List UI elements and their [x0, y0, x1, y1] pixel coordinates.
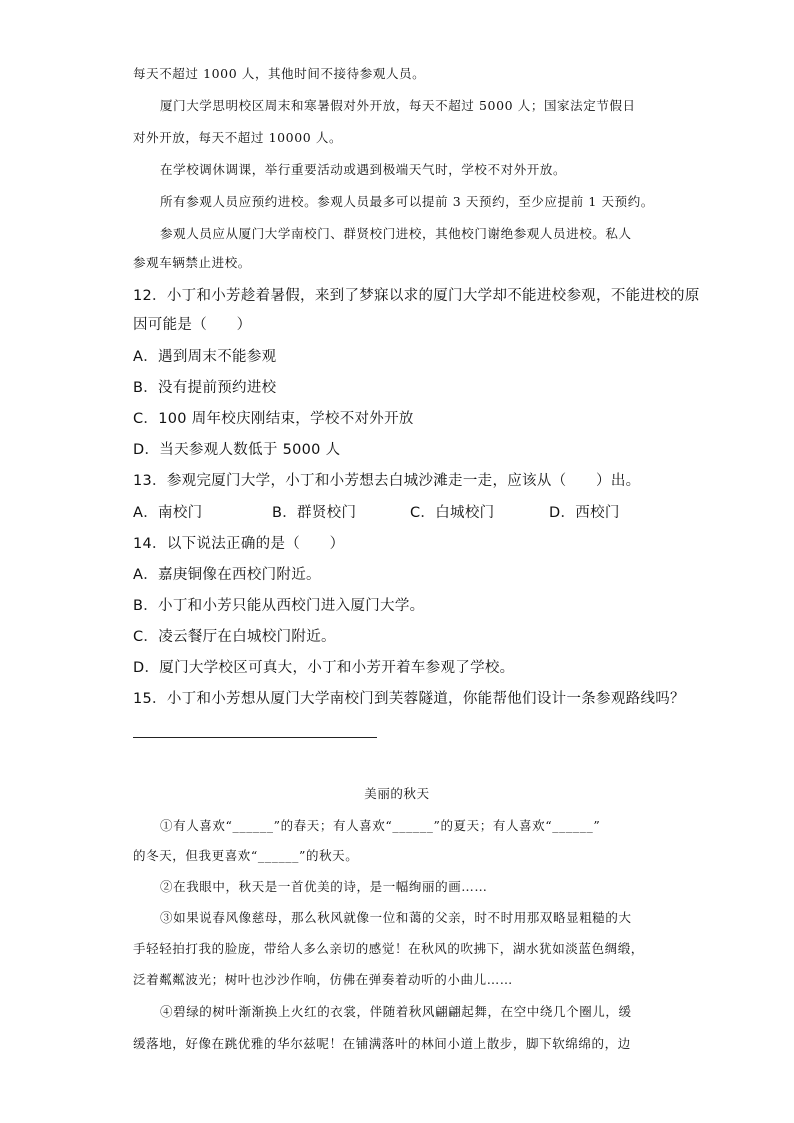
question-15-stem: 15．小丁和小芳想从厦门大学南校门到芙蓉隧道，你能帮他们设计一条参观路线吗？: [133, 691, 685, 707]
notice-line: 对外开放，每天不超过 10000 人。: [133, 130, 343, 145]
essay-paragraph-1-line: ①有人喜欢“______”的春天；有人喜欢“______”的夏天；有人喜欢“______”: [160, 818, 601, 833]
question-14-option-b: B．小丁和小芳只能从西校门进入厦门大学。: [133, 598, 425, 614]
essay-paragraph-2: ②在我眼中，秋天是一首优美的诗，是一幅绚丽的画……: [160, 879, 488, 894]
question-12-stem-cont: 因可能是（ ）: [133, 317, 252, 333]
essay-paragraph-4-line: ④碧绿的树叶渐渐换上火红的衣裳，伴随着秋风翩翩起舞，在空中绕几个圈儿，缓: [160, 1004, 632, 1019]
essay-paragraph-1-line: 的冬天，但我更喜欢“______”的秋天。: [133, 848, 359, 863]
essay-title: 美丽的秋天: [364, 786, 430, 801]
question-13-option-c: C．白城校门: [410, 505, 495, 521]
notice-line: 在学校调休调课，举行重要活动或遇到极端天气时，学校不对外开放。: [160, 162, 567, 177]
question-14-option-d: D．厦门大学校区可真大，小丁和小芳开着车参观了学校。: [133, 660, 515, 676]
question-12-option-a: A．遇到周末不能参观: [133, 349, 277, 365]
notice-line: 参观人员应从厦门大学南校门、群贤校门进校，其他校门谢绝参观人员进校。私人: [160, 226, 632, 241]
essay-paragraph-4-line: 缓落地，好像在跳优雅的华尔兹呢！在铺满落叶的林间小道上散步，脚下软绵绵的，边: [133, 1036, 631, 1051]
question-13-option-b: B．群贤校门: [272, 505, 357, 521]
question-14-option-a: A．嘉庚铜像在西校门附近。: [133, 567, 321, 583]
question-12-option-c: C．100 周年校庆刚结束，学校不对外开放: [133, 411, 414, 427]
question-12-option-d: D．当天参观人数低于 5000 人: [133, 442, 341, 458]
notice-line: 每天不超过 1000 人，其他时间不接待参观人员。: [133, 66, 426, 81]
question-14-stem: 14．以下说法正确的是（ ）: [133, 536, 345, 552]
essay-paragraph-3-line: ③如果说春风像慈母，那么秋风就像一位和蔼的父亲，时不时用那双略显粗糙的大: [160, 910, 632, 925]
essay-paragraph-3-line: 泛着粼粼波光；树叶也沙沙作响，仿佛在弹奏着动听的小曲儿……: [133, 972, 513, 987]
question-12-stem: 12．小丁和小芳趁着暑假，来到了梦寐以求的厦门大学却不能进校参观，不能进校的原: [133, 288, 700, 304]
question-13-stem: 13．参观完厦门大学，小丁和小芳想去白城沙滩走一走，应该从（ ）出。: [133, 473, 641, 489]
answer-blank-line: [133, 737, 377, 738]
question-13-option-d: D．西校门: [549, 505, 620, 521]
notice-line: 厦门大学思明校区周末和寒暑假对外开放，每天不超过 5000 人；国家法定节假日: [160, 98, 636, 113]
essay-paragraph-3-line: 手轻轻拍打我的脸庞，带给人多么亲切的感觉！在秋风的吹拂下，湖水犹如淡蓝色绸缎，: [133, 941, 644, 956]
notice-line: 所有参观人员应预约进校。参观人员最多可以提前 3 天预约，至少应提前 1 天预约。: [160, 194, 654, 209]
question-13-option-a: A．南校门: [133, 505, 203, 521]
question-12-option-b: B．没有提前预约进校: [133, 380, 277, 396]
notice-line: 参观车辆禁止进校。: [133, 255, 251, 270]
question-14-option-c: C．凌云餐厅在白城校门附近。: [133, 629, 336, 645]
